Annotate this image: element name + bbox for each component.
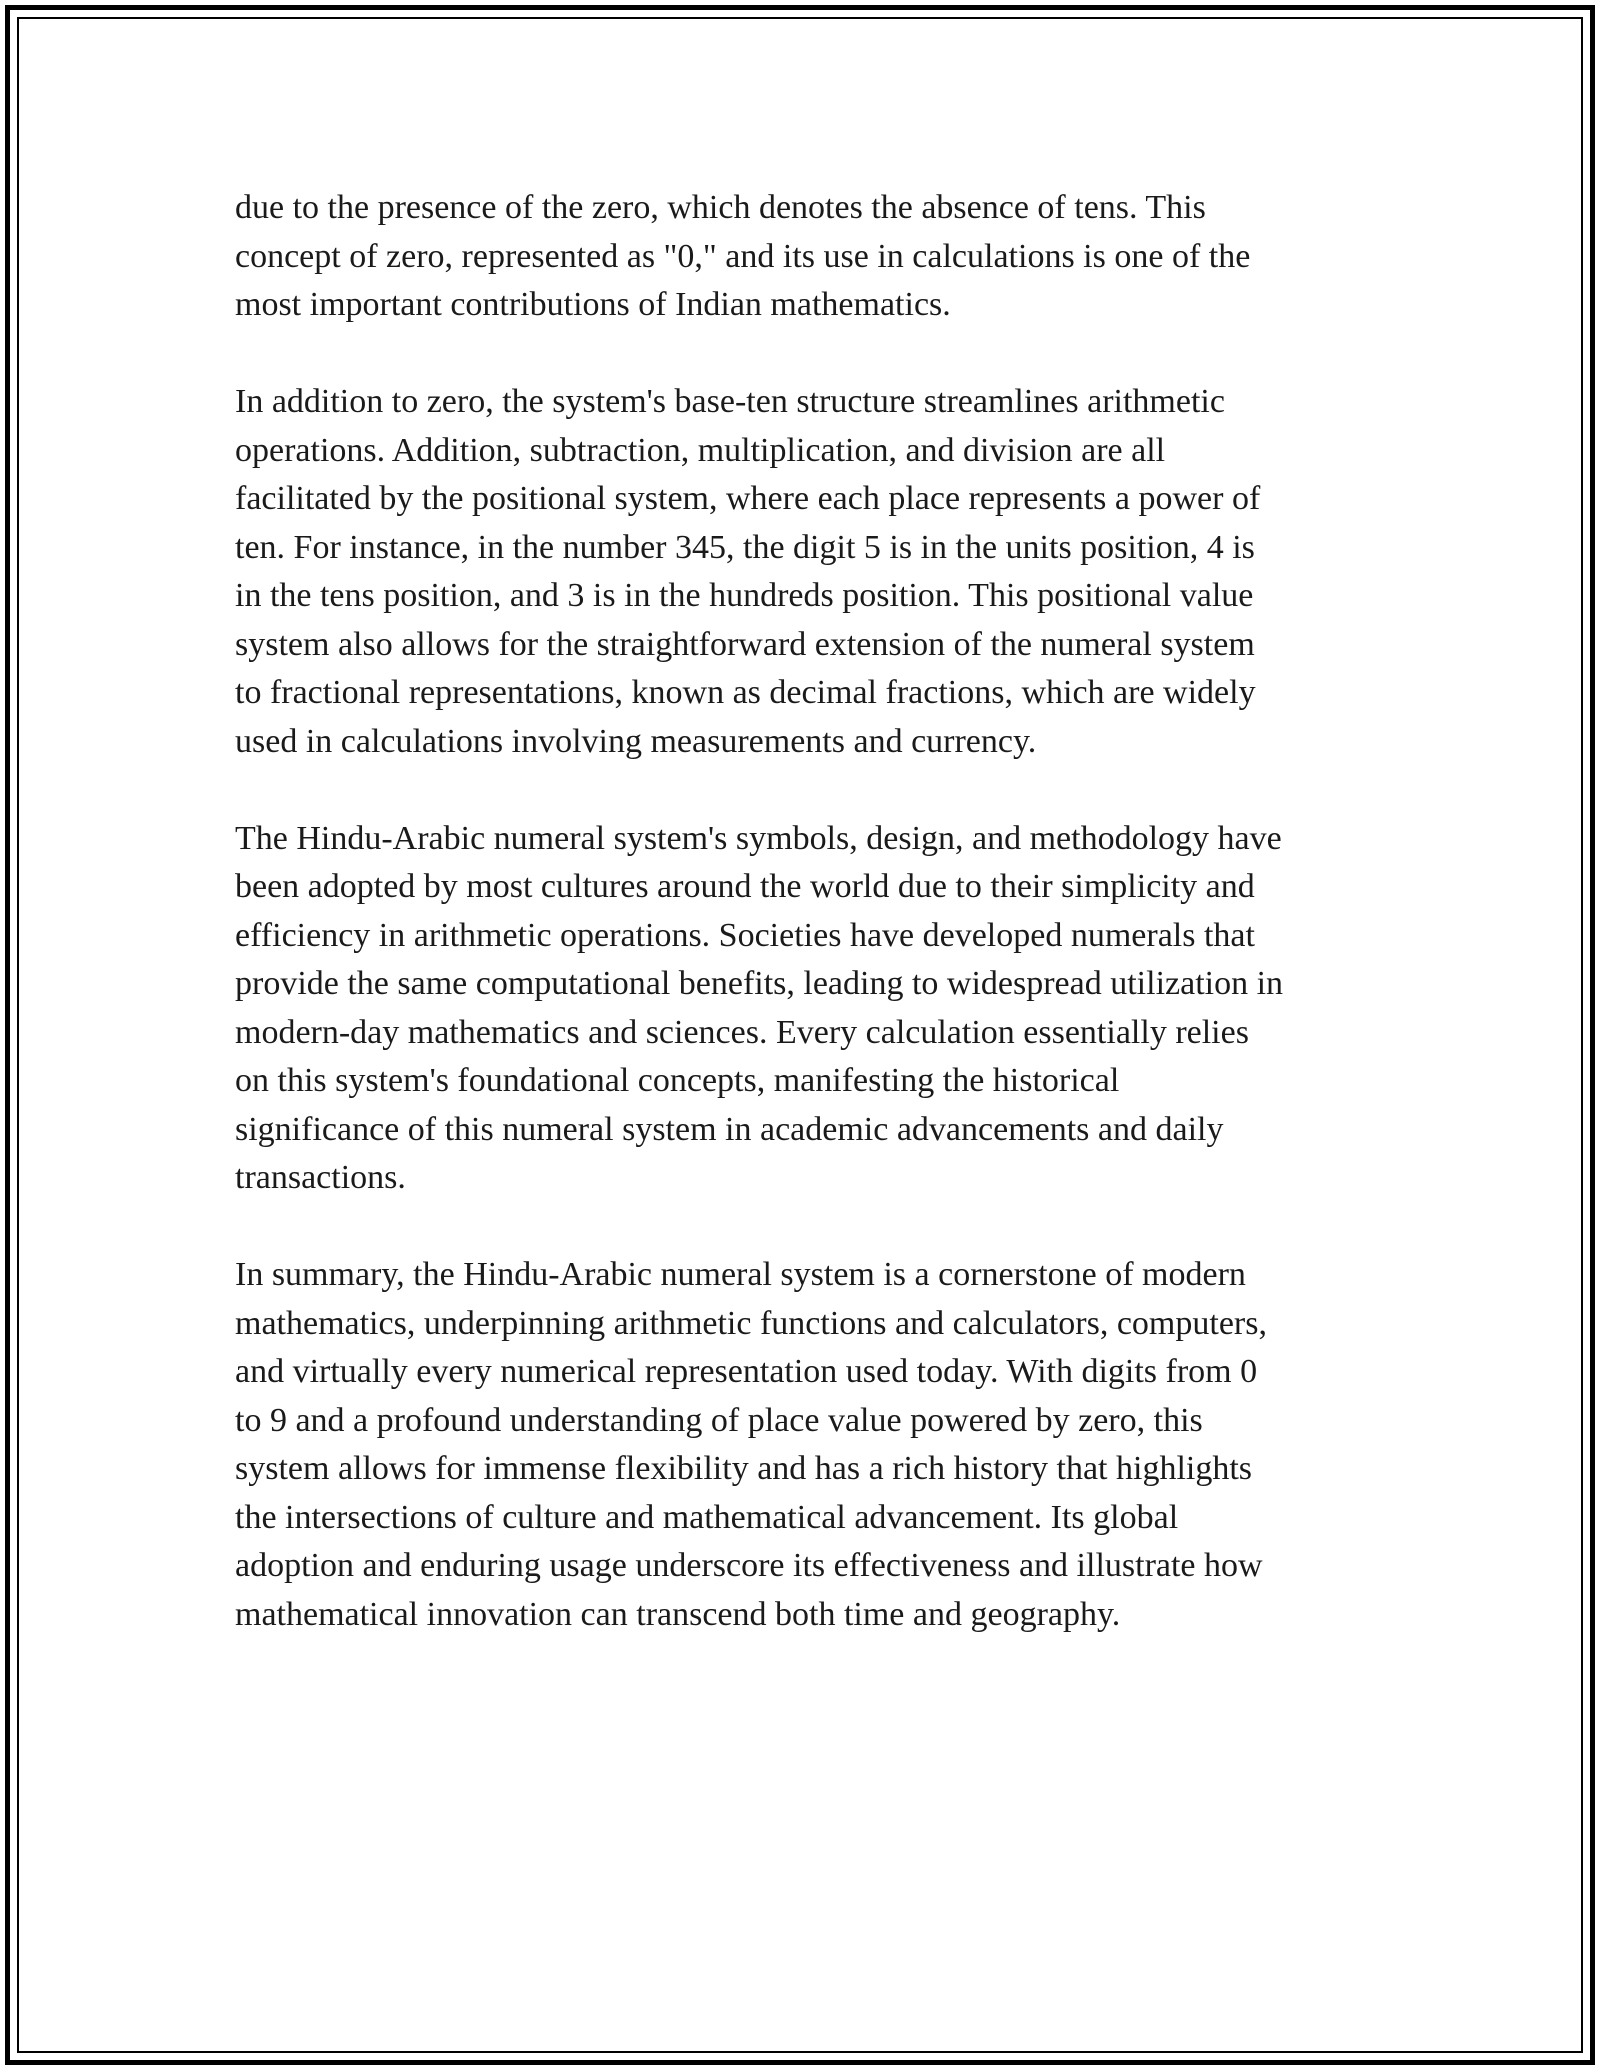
- text-line: In addition to zero, the system's base-ten structure streamlines arithmetic: [235, 383, 1225, 420]
- text-line: and virtually every numerical representation used today. With digits from 0: [235, 1353, 1258, 1390]
- text-line: concept of zero, represented as "0," and its use in calculations is one of the: [235, 237, 1251, 275]
- text-line: been adopted by most cultures around the world due to their simplicity and: [235, 868, 1255, 905]
- text-line: significance of this numeral system in academic advancements and daily: [235, 1110, 1224, 1148]
- text-line: In summary, the Hindu-Arabic numeral system is a cornerstone of modern: [235, 1256, 1246, 1293]
- text-line: The Hindu-Arabic numeral system's symbols, design, and methodology have: [235, 819, 1282, 857]
- text-line: efficiency in arithmetic operations. Societies have developed numerals that: [235, 916, 1255, 954]
- text-line: system also allows for the straightforward extension of the numeral system: [235, 625, 1255, 663]
- document-body: [235, 184, 1410, 1688]
- text-line: operations. Addition, subtraction, multiplication, and division are all: [235, 431, 1166, 469]
- text-line: ten. For instance, in the number 345, the digit 5 is in the units position, 4 is: [235, 528, 1255, 566]
- paragraph: [235, 815, 1410, 1203]
- text-line: adoption and enduring usage underscore its effectiveness and illustrate how: [235, 1547, 1263, 1584]
- text-line: provide the same computational benefits, leading to widespread utilization in: [235, 965, 1284, 1002]
- text-line: in the tens position, and 3 is in the hundreds position. This positional value: [235, 577, 1254, 614]
- text-line: modern-day mathematics and sciences. Every calculation essentially relies: [235, 1013, 1249, 1051]
- text-line: most important contributions of Indian mathematics.: [235, 286, 951, 323]
- text-line: used in calculations involving measurements and currency.: [235, 722, 1037, 760]
- text-line: facilitated by the positional system, where each place represents a power of: [235, 480, 1261, 517]
- paragraph: [235, 1251, 1410, 1639]
- text-line: transactions.: [235, 1159, 406, 1196]
- text-line: to fractional representations, known as decimal fractions, which are widely: [235, 674, 1256, 711]
- text-line: the intersections of culture and mathematical advancement. Its global: [235, 1498, 1179, 1536]
- text-line: to 9 and a profound understanding of place value powered by zero, this: [235, 1401, 1203, 1439]
- text-line: system allows for immense flexibility and has a rich history that highlights: [235, 1450, 1253, 1487]
- text-line: due to the presence of the zero, which denotes the absence of tens. This: [235, 189, 1206, 226]
- paragraph: [235, 184, 1410, 330]
- text-line: on this system's foundational concepts, manifesting the historical: [235, 1062, 1120, 1099]
- paragraph: [235, 378, 1410, 766]
- text-line: mathematics, underpinning arithmetic functions and calculators, computers,: [235, 1304, 1267, 1342]
- text-line: mathematical innovation can transcend both time and geography.: [235, 1595, 1121, 1633]
